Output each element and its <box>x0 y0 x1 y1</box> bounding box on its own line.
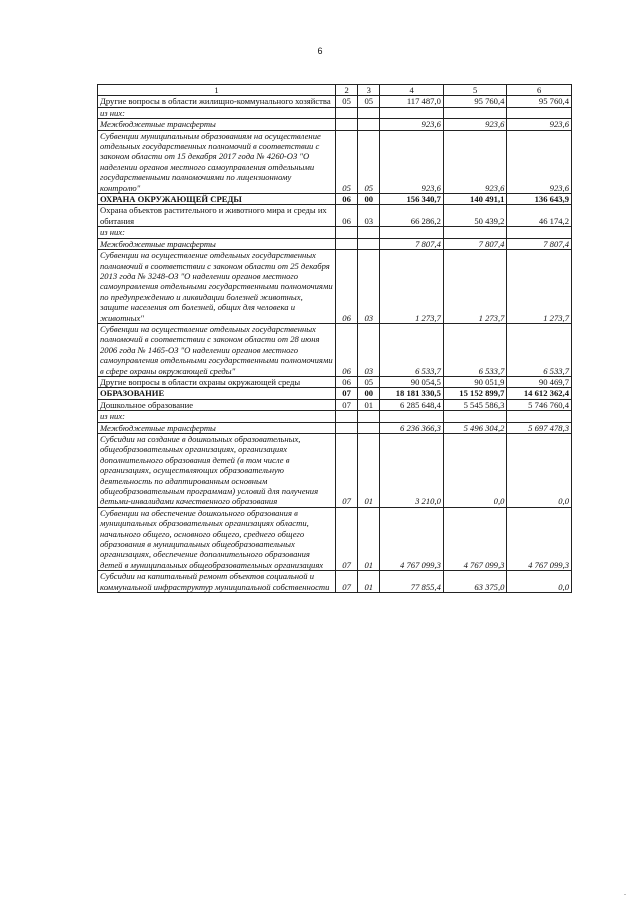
amount-year3 <box>507 227 572 238</box>
podrazdel-cell <box>358 411 380 422</box>
budget-table <box>97 84 572 593</box>
table-row <box>98 250 572 324</box>
amount-year3: 5 746 760,4 <box>507 399 572 410</box>
row-name: Дошкольное образование <box>98 399 336 410</box>
razdel-cell <box>336 227 358 238</box>
amount-year1: 4 767 099,3 <box>380 507 444 570</box>
header-cell: 6 <box>507 85 572 96</box>
razdel-cell: 06 <box>336 194 358 205</box>
amount-year2: 7 807,4 <box>443 238 507 249</box>
row-name: Другие вопросы в области жилищно-коммунального хозяйства <box>98 96 336 107</box>
row-name: Межбюджетные трансферты <box>98 422 336 433</box>
razdel-cell: 07 <box>336 434 358 508</box>
header-cell: 1 <box>98 85 336 96</box>
amount-year1: 3 210,0 <box>380 434 444 508</box>
podrazdel-cell <box>358 107 380 118</box>
razdel-cell: 07 <box>336 399 358 410</box>
amount-year2: 90 051,9 <box>443 376 507 387</box>
podrazdel-cell: 01 <box>358 399 380 410</box>
amount-year1: 90 054,5 <box>380 376 444 387</box>
table-row <box>98 107 572 118</box>
amount-year2: 1 273,7 <box>443 250 507 324</box>
amount-year3: 923,6 <box>507 119 572 130</box>
row-name: из них: <box>98 411 336 422</box>
row-name: Субвенции на осуществление отдельных государственных полномочий в соответствии с законом области от 25 декабря 2013 года № 3248-ОЗ "О наделении органов местного самоуправления отдельными государственными полномочиями по предупреждению и ликвидации болезней животных, защите населения от болезней, общих для человека и животных" <box>98 250 336 324</box>
amount-year3: 0,0 <box>507 434 572 508</box>
header-cell: 2 <box>336 85 358 96</box>
row-name: Субвенции на осуществление отдельных государственных полномочий в соответствии с законом области от 28 июня 2006 года № 1465-ОЗ "О наделении органов местного самоуправления отдельными государственными полномочиями в сфере охраны окружающей среды" <box>98 323 336 376</box>
amount-year2: 95 760,4 <box>443 96 507 107</box>
amount-year1: 1 273,7 <box>380 250 444 324</box>
podrazdel-cell: 03 <box>358 250 380 324</box>
amount-year2: 5 496 304,2 <box>443 422 507 433</box>
row-name: Межбюджетные трансферты <box>98 119 336 130</box>
table-row <box>98 399 572 410</box>
amount-year2: 0,0 <box>443 434 507 508</box>
razdel-cell: 05 <box>336 96 358 107</box>
podrazdel-cell: 03 <box>358 323 380 376</box>
podrazdel-cell <box>358 422 380 433</box>
amount-year3: 95 760,4 <box>507 96 572 107</box>
podrazdel-cell <box>358 119 380 130</box>
amount-year2: 140 491,1 <box>443 194 507 205</box>
amount-year3: 7 807,4 <box>507 238 572 249</box>
amount-year1: 77 855,4 <box>380 571 444 593</box>
amount-year3 <box>507 107 572 118</box>
amount-year3: 1 273,7 <box>507 250 572 324</box>
row-name: Охрана объектов растительного и животного мира и среды их обитания <box>98 205 336 227</box>
podrazdel-cell: 03 <box>358 205 380 227</box>
amount-year3: 0,0 <box>507 571 572 593</box>
razdel-cell: 06 <box>336 323 358 376</box>
row-name: Субсидии на создание в дошкольных образовательных, общеобразовательных организациях, организациях дополнительного образования детей (в том числе в организациях, осуществляющих образовательную деятельность по адаптированным основным общеобразовательным программам) условий для получения детьми-инвалидами качественного образования <box>98 434 336 508</box>
amount-year1: 117 487,0 <box>380 96 444 107</box>
razdel-cell <box>336 411 358 422</box>
amount-year2 <box>443 227 507 238</box>
podrazdel-cell: 01 <box>358 571 380 593</box>
razdel-cell <box>336 422 358 433</box>
podrazdel-cell: 00 <box>358 194 380 205</box>
podrazdel-cell: 05 <box>358 376 380 387</box>
podrazdel-cell: 05 <box>358 96 380 107</box>
table-row <box>98 376 572 387</box>
razdel-cell: 07 <box>336 388 358 399</box>
amount-year2 <box>443 411 507 422</box>
amount-year2: 50 439,2 <box>443 205 507 227</box>
page-number: 6 <box>317 46 323 56</box>
amount-year3: 4 767 099,3 <box>507 507 572 570</box>
amount-year2: 923,6 <box>443 130 507 193</box>
amount-year2: 6 533,7 <box>443 323 507 376</box>
razdel-cell: 07 <box>336 507 358 570</box>
row-name: ОБРАЗОВАНИЕ <box>98 388 336 399</box>
row-name: Субсидии на капитальный ремонт объектов социальной и коммунальной инфраструктур муниципальной собственности <box>98 571 336 593</box>
table-row <box>98 388 572 399</box>
amount-year2: 5 545 586,3 <box>443 399 507 410</box>
table-row <box>98 227 572 238</box>
row-name: Другие вопросы в области охраны окружающей среды <box>98 376 336 387</box>
amount-year3: 5 697 478,3 <box>507 422 572 433</box>
amount-year1: 6 533,7 <box>380 323 444 376</box>
amount-year2 <box>443 107 507 118</box>
amount-year3: 14 612 362,4 <box>507 388 572 399</box>
amount-year3: 6 533,7 <box>507 323 572 376</box>
amount-year3: 90 469,7 <box>507 376 572 387</box>
table-row <box>98 411 572 422</box>
amount-year1: 6 236 366,3 <box>380 422 444 433</box>
amount-year1: 66 286,2 <box>380 205 444 227</box>
razdel-cell: 06 <box>336 205 358 227</box>
table-row <box>98 323 572 376</box>
amount-year2: 923,6 <box>443 119 507 130</box>
row-name: из них: <box>98 227 336 238</box>
amount-year1 <box>380 107 444 118</box>
podrazdel-cell: 00 <box>358 388 380 399</box>
razdel-cell: 06 <box>336 250 358 324</box>
amount-year1 <box>380 411 444 422</box>
razdel-cell: 06 <box>336 376 358 387</box>
amount-year1: 6 285 648,4 <box>380 399 444 410</box>
amount-year1: 7 807,4 <box>380 238 444 249</box>
amount-year1: 156 340,7 <box>380 194 444 205</box>
table-row <box>98 238 572 249</box>
podrazdel-cell <box>358 238 380 249</box>
table-row <box>98 507 572 570</box>
amount-year1: 923,6 <box>380 130 444 193</box>
razdel-cell: 05 <box>336 130 358 193</box>
podrazdel-cell: 05 <box>358 130 380 193</box>
header-cell: 5 <box>443 85 507 96</box>
podrazdel-cell <box>358 227 380 238</box>
amount-year3: 46 174,2 <box>507 205 572 227</box>
amount-year3 <box>507 411 572 422</box>
amount-year1 <box>380 227 444 238</box>
amount-year1: 18 181 330,5 <box>380 388 444 399</box>
table-row <box>98 205 572 227</box>
table-row <box>98 194 572 205</box>
row-name: Межбюджетные трансферты <box>98 238 336 249</box>
amount-year2: 63 375,0 <box>443 571 507 593</box>
row-name: Субвенции на обеспечение дошкольного образования в муниципальных образовательных организациях области, начального общего, основного общего, среднего общего образования в муниципальных общеобразовательных организациях, обеспечение дополнительного образования детей в муниципальных общеобразовательных организациях <box>98 507 336 570</box>
podrazdel-cell: 01 <box>358 434 380 508</box>
row-name: из них: <box>98 107 336 118</box>
header-cell: 4 <box>380 85 444 96</box>
razdel-cell <box>336 107 358 118</box>
header-cell: 3 <box>358 85 380 96</box>
table-row <box>98 434 572 508</box>
podrazdel-cell: 01 <box>358 507 380 570</box>
razdel-cell: 07 <box>336 571 358 593</box>
razdel-cell <box>336 238 358 249</box>
table-row <box>98 422 572 433</box>
table-row <box>98 571 572 593</box>
table-header-row <box>98 85 572 96</box>
table-row <box>98 119 572 130</box>
corner-mark: . <box>624 888 626 897</box>
table-row <box>98 130 572 193</box>
amount-year2: 15 152 899,7 <box>443 388 507 399</box>
row-name: Субвенции муниципальным образованиям на осуществление отдельных государственных полномочий в соответствии с законом области от 15 декабря 2017 года № 4260-ОЗ "О наделении органов местного самоуправления отдельными государственными полномочиями по лицензионному контролю" <box>98 130 336 193</box>
table-row <box>98 96 572 107</box>
amount-year1: 923,6 <box>380 119 444 130</box>
razdel-cell <box>336 119 358 130</box>
amount-year3: 136 643,9 <box>507 194 572 205</box>
amount-year3: 923,6 <box>507 130 572 193</box>
amount-year2: 4 767 099,3 <box>443 507 507 570</box>
row-name: ОХРАНА ОКРУЖАЮЩЕЙ СРЕДЫ <box>98 194 336 205</box>
